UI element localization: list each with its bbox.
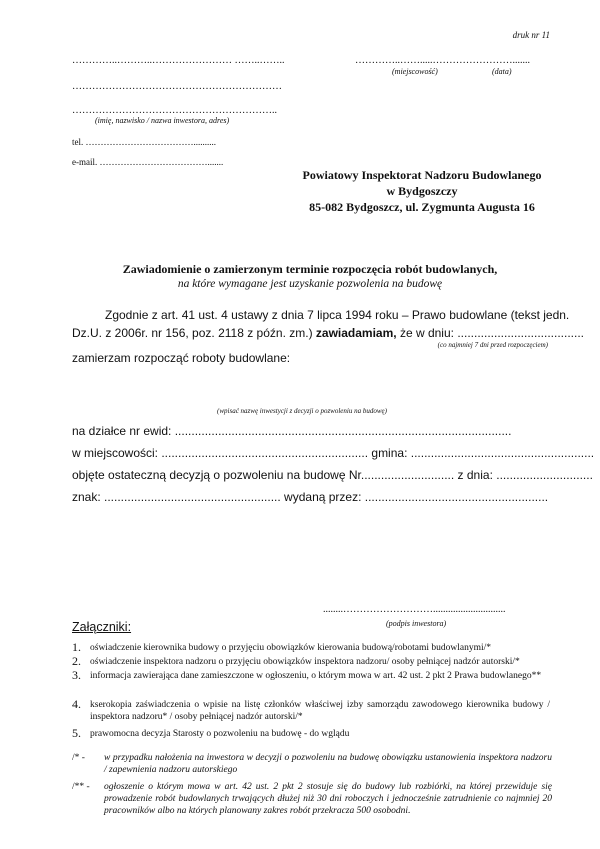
signature-caption: (podpis inwestora) [386, 619, 447, 628]
investor-line-2: ……………………………………………………… [72, 81, 282, 92]
document-title: Zawiadomienie o zamierzonym terminie rozpoczęcia robót budowlanych, [122, 262, 498, 276]
place-caption: (miejscowość) [392, 67, 438, 76]
body-legal-reference: Dz.U. z 2006r. nr 156, poz. 2118 z późn. zm.) [72, 326, 313, 340]
investor-line-1: …………..………..…………………… ……..…….. [72, 55, 285, 66]
footnote-text: ogłoszenie o którym mowa w art. 42 ust. 2 pkt 2 stosuje się do budowy lub rozbiórki, na której przewiduje się prowadzenie robót budowlanych trwających dłużej niż 30 dni roboczych i jednocześnie zatrudnienie co najmniej 20 pracowników albo na których planowany zakres robót przekracza 500 osobodni. [104, 782, 552, 816]
place-date-line: …………..…….....……………………....... [355, 55, 530, 66]
footnote-text: w przypadku nałożenia na inwestora w decyzji o pozwoleniu na budowę obowiązku ustanowienia inspektora nadzoru / zapewnienia nadzoru autorskiego [104, 753, 552, 775]
body-start-date: że w dniu: ...................................... [399, 326, 585, 340]
tel-field: tel. ……………………………….......... [72, 137, 216, 147]
authority-name: Powiatowy Inspektorat Nadzoru Budowlanego [302, 168, 542, 182]
authority-address [287, 167, 557, 215]
attachment-number: 1. [72, 640, 81, 654]
attachments-header: Załączniki: [72, 620, 132, 634]
form-number: druk nr 11 [512, 30, 550, 40]
attachment-text: kserokopia zaświadczenia o wpisie na listę członków właściwej izby samorządu zawodowego kierownika budowy / inspektora nadzoru* / osoby pełniącej nadzór autorski/* [90, 700, 550, 722]
body-paragraph-1: Zgodnie z art. 41 ust. 4 ustawy z dnia 7 lipca 1994 roku – Prawo budowlane (tekst jedn. [105, 308, 570, 322]
attachment-text: oświadczenie inspektora nadzoru o przyjęciu obowiązków inspektora nadzoru/ osoby pełniącej nadzór autorski/* [90, 657, 520, 667]
attachment-text: informacja zawierająca dane zamieszczone w ogłoszeniu, o którym mowa w art. 42 ust. 2 pkt 2 Prawa budowlanego** [90, 671, 542, 681]
body-notify-word: zawiadamiam, [315, 326, 397, 340]
attachment-number: 3. [72, 668, 81, 682]
signature-line: ........………………………............................. [323, 604, 506, 615]
attachment-number: 4. [72, 697, 81, 711]
investor-caption: (imię, nazwisko / nazwa inwestora, adres) [95, 116, 230, 125]
body-paragraph-2 [72, 326, 584, 340]
decision-field: objęte ostateczną decyzją o pozwoleniu na budowę Nr............................ z dnia: ............................. [72, 468, 593, 482]
attachment-text: oświadczenie kierownika budowy o przyjęciu obowiązków kierowania budową/robotami budowlanymi/* [90, 643, 492, 653]
attachment-number: 2. [72, 654, 81, 668]
footnote-mark: /** - [72, 782, 90, 792]
investment-name-caption: (wpisać nazwę inwestycji z decyzji o pozwoleniu na budowę) [217, 407, 387, 415]
footnote-mark: /* - [72, 753, 85, 763]
attachment-text: prawomocna decyzja Starosty o pozwoleniu na budowę - do wglądu [90, 729, 350, 739]
authority-street: 85-082 Bydgoszcz, ul. Zygmunta Augusta 16 [309, 200, 535, 214]
investor-line-3: …………………………………………………….. [72, 105, 277, 116]
plot-number-field: na działce nr ewid: ..................................................................................................... [72, 424, 512, 438]
authority-city: w Bydgoszczy [386, 184, 458, 198]
issued-by-field: znak: ..................................................... wydaną przez: ....................................................... [72, 490, 549, 504]
attachment-number: 5. [72, 726, 81, 740]
document-subtitle: na które wymagane jest uzyskanie pozwolenia na budowę [177, 278, 443, 290]
email-field: e-mail. ………………………………....... [72, 157, 224, 167]
body-paragraph-3: zamierzam rozpocząć roboty budowlane: [72, 351, 291, 365]
locality-field: w miejscowości: .............................................................. gmina: ....................................................... [72, 446, 595, 460]
start-date-note: (co najmniej 7 dni przed rozpoczęciem) [437, 341, 548, 349]
date-caption: (data) [492, 67, 512, 76]
